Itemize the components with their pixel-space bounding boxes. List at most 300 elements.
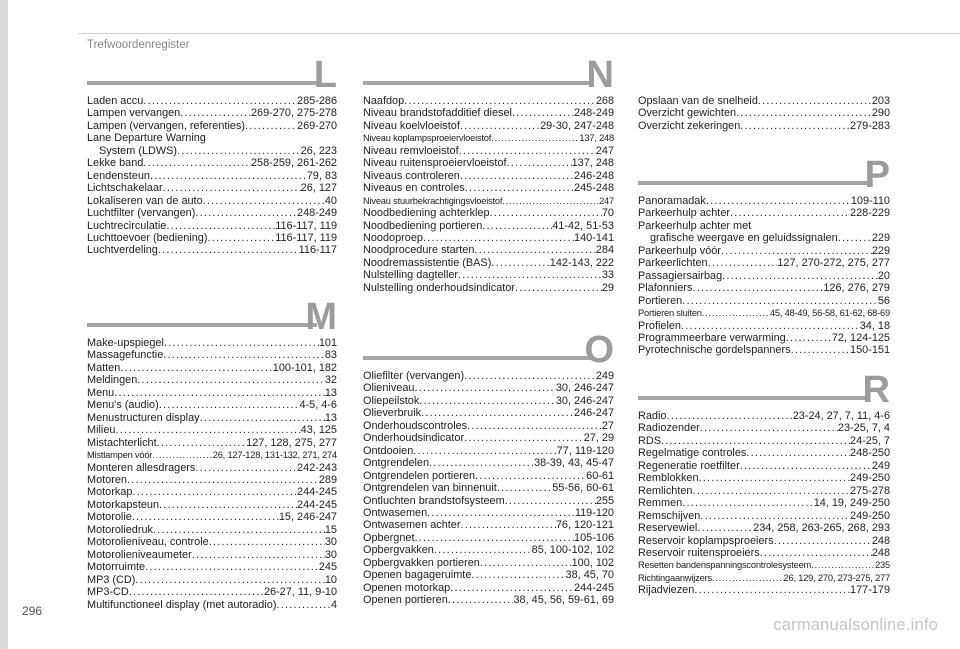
entry-term: Lampen (vervangen, referenties) xyxy=(87,119,245,132)
dot-leader xyxy=(512,107,574,119)
index-entry xyxy=(363,470,614,482)
index-entry xyxy=(87,195,337,207)
entry-pages: 244-245 xyxy=(574,581,614,594)
index-entry xyxy=(638,510,890,522)
dot-leader xyxy=(475,470,586,482)
entry-term: Portieren sluiten xyxy=(638,308,702,319)
entry-pages: 245 xyxy=(318,561,337,574)
index-entry xyxy=(87,232,337,244)
index-entry xyxy=(363,395,614,407)
index-entry xyxy=(638,472,890,484)
entry-pages: 248-250 xyxy=(850,447,890,460)
dot-leader xyxy=(203,195,325,207)
dot-leader xyxy=(706,195,851,207)
index-entry xyxy=(638,232,890,244)
index-entry xyxy=(363,482,614,494)
entry-pages: 127, 270-272, 275, 277 xyxy=(777,257,890,270)
entry-pages: 244-245 xyxy=(297,498,337,511)
entry-pages: 15, 246-247 xyxy=(278,511,337,524)
dot-leader xyxy=(740,120,850,132)
dot-leader xyxy=(811,559,875,571)
dot-leader xyxy=(700,422,838,434)
dot-leader xyxy=(721,245,872,257)
index-entry xyxy=(87,145,337,157)
dot-leader xyxy=(791,344,850,356)
index-entry xyxy=(363,182,614,194)
entry-term: Niveau stuurbekrachtigingsvloeistof xyxy=(363,195,503,206)
dot-leader xyxy=(506,157,571,169)
dot-leader xyxy=(163,349,325,361)
entry-pages: 258-259, 261-262 xyxy=(251,157,337,170)
index-entry xyxy=(638,245,890,257)
entry-term: Parkeerhulp achter met xyxy=(638,219,752,232)
entry-term: Naafdop xyxy=(363,95,405,107)
section-divider xyxy=(638,396,870,400)
entry-pages: 33 xyxy=(601,269,614,282)
entry-pages: 249 xyxy=(871,459,890,472)
dot-leader xyxy=(464,432,584,444)
entry-term: Niveau remvloeistof xyxy=(363,144,459,157)
page-header-title: Trefwoordenregister xyxy=(87,39,190,51)
index-entry xyxy=(638,307,890,319)
section-p xyxy=(638,155,890,357)
dot-leader xyxy=(132,511,279,523)
entry-pages: 100-101, 182 xyxy=(272,361,337,374)
dot-leader xyxy=(143,95,297,107)
entry-pages: 56 xyxy=(877,294,890,307)
header-rule xyxy=(78,33,960,34)
section-letter: L xyxy=(313,54,337,96)
entry-term: Radio xyxy=(638,410,667,422)
entry-pages: 284 xyxy=(595,244,614,257)
entry-term: Motorolieniveaumeter xyxy=(87,548,192,561)
index-entry xyxy=(363,407,614,419)
index-entry xyxy=(638,220,890,232)
dot-leader xyxy=(693,282,824,294)
entry-list-o-continued xyxy=(638,95,890,132)
dot-leader xyxy=(245,120,297,132)
section-letter: N xyxy=(586,54,614,96)
dot-leader xyxy=(429,457,534,469)
section-header-p xyxy=(638,155,890,195)
index-entry xyxy=(638,195,890,207)
entry-pages: 30, 246-247 xyxy=(555,394,614,407)
entry-pages: 289 xyxy=(318,473,337,486)
entry-pages: 77, 119-120 xyxy=(556,444,614,457)
entry-pages: 43, 125 xyxy=(300,424,337,437)
entry-pages: 34, 18 xyxy=(859,319,890,332)
dot-leader xyxy=(661,435,850,447)
entry-pages: 24-25, 7 xyxy=(850,434,890,447)
dot-leader xyxy=(157,437,247,449)
dot-leader xyxy=(114,387,325,399)
entry-term: Niveau brandstofadditief diesel xyxy=(363,107,512,120)
index-entry xyxy=(87,536,337,548)
entry-term: Lane Departure Warning xyxy=(87,132,206,145)
entry-term: Motorolie xyxy=(87,511,132,524)
entry-pages: 142-143, 222 xyxy=(549,256,614,269)
entry-term: MP3-CD xyxy=(87,586,129,599)
entry-pages: 244-245 xyxy=(297,486,337,499)
section-r xyxy=(638,370,890,597)
entry-pages: 290 xyxy=(871,107,890,120)
entry-pages: 13 xyxy=(324,386,337,399)
index-entry xyxy=(87,170,337,182)
section-l xyxy=(87,55,337,257)
index-entry xyxy=(87,182,337,194)
entry-term: Menustructuren display xyxy=(87,411,200,424)
dot-leader xyxy=(137,374,325,386)
index-entry xyxy=(363,232,614,244)
index-entry xyxy=(87,549,337,561)
index-entry xyxy=(638,584,890,596)
index-entry xyxy=(363,382,614,394)
entry-term: Opbergnet xyxy=(363,531,415,544)
index-entry xyxy=(363,594,614,606)
dot-leader xyxy=(152,449,213,461)
entry-pages: 29 xyxy=(601,281,614,294)
dot-leader xyxy=(414,382,555,394)
entry-term: Panoramadak xyxy=(638,195,706,207)
entry-term: Reservoir koplampsproeiers xyxy=(638,534,774,547)
section-letter: P xyxy=(864,154,890,196)
index-entry xyxy=(363,207,614,219)
entry-pages: 40 xyxy=(324,194,337,207)
entry-term: Niveaus en controles xyxy=(363,182,465,195)
entry-term: Lekke band xyxy=(87,157,144,170)
dot-leader xyxy=(434,544,532,556)
entry-pages: 26-27, 11, 9-10 xyxy=(263,586,337,599)
entry-term: Luchtfilter (vervangen) xyxy=(87,207,196,220)
entry-pages: 116-117, 119 xyxy=(275,219,337,232)
entry-term: Noodremassistentie (BAS) xyxy=(363,256,492,269)
entry-term: Reservoir ruitensproeiers xyxy=(638,546,760,559)
index-entry xyxy=(87,424,337,436)
index-entry xyxy=(87,337,337,349)
entry-term: Motorolieniveau, controle xyxy=(87,536,209,549)
entry-term: Niveaus controleren xyxy=(363,169,460,182)
entry-term: Overzicht zekeringen xyxy=(638,119,741,132)
entry-list-m xyxy=(87,337,337,611)
entry-pages: 127, 128, 275, 277 xyxy=(246,436,337,449)
dot-leader xyxy=(448,594,514,606)
entry-pages: 38, 45, 70 xyxy=(565,569,614,582)
section-n xyxy=(363,55,614,294)
entry-term: Niveau koelvloeistof xyxy=(363,119,460,132)
entry-pages: 248 xyxy=(871,546,890,559)
entry-term: Ontluchten brandstofsysteem xyxy=(363,494,505,507)
index-entry xyxy=(638,270,890,282)
dot-leader xyxy=(694,584,850,596)
index-entry xyxy=(363,544,614,556)
index-entry xyxy=(87,561,337,573)
section-divider xyxy=(363,81,594,85)
entry-term: Oliefilter (vervangen) xyxy=(363,370,465,382)
dot-leader xyxy=(115,424,300,436)
entry-term: Mistlampen vóór xyxy=(87,450,153,461)
entry-pages: 38-39, 43, 45-47 xyxy=(534,457,614,470)
entry-pages: 248 xyxy=(871,534,890,547)
entry-term: Luchtrecirculatie xyxy=(87,219,167,232)
dot-leader xyxy=(708,257,778,269)
section-o-continued xyxy=(638,95,890,132)
entry-term: System (LDWS) xyxy=(99,144,178,157)
index-entry xyxy=(363,195,614,207)
index-entry xyxy=(87,132,337,144)
entry-term: Reservewiel xyxy=(638,522,698,535)
index-entry xyxy=(638,344,890,356)
dot-leader xyxy=(135,574,324,586)
entry-pages: 119-120 xyxy=(574,506,614,519)
entry-pages: 45, 48-49, 56-58, 61-62, 68-69 xyxy=(769,308,890,319)
dot-leader xyxy=(682,295,878,307)
dot-leader xyxy=(414,532,574,544)
dot-leader xyxy=(758,95,872,107)
section-o xyxy=(363,330,614,607)
entry-pages: 26, 129, 270, 273-275, 277 xyxy=(783,572,890,583)
index-entry xyxy=(363,582,614,594)
entry-term: Programmeerbare verwarming xyxy=(638,331,786,344)
entry-term: Motoroliedruk xyxy=(87,523,153,536)
index-entry xyxy=(87,157,337,169)
entry-pages: 27 xyxy=(601,419,614,432)
entry-term: Ontdooien xyxy=(363,444,414,457)
dot-leader xyxy=(666,410,792,422)
entry-term: Ontgrendelen xyxy=(363,457,429,470)
entry-term: Parkeerhulp vóór xyxy=(638,244,721,257)
entry-term: Radiozender xyxy=(638,422,700,435)
entry-pages: 26, 223 xyxy=(300,144,337,157)
dot-leader xyxy=(702,307,770,319)
index-entry xyxy=(363,257,614,269)
index-entry xyxy=(363,457,614,469)
entry-term: Openen bagageruimte xyxy=(363,569,472,582)
entry-pages: 30, 246-247 xyxy=(555,382,614,395)
entry-pages: 14, 19, 249-250 xyxy=(813,497,890,510)
index-entry xyxy=(87,412,337,424)
index-entry xyxy=(363,107,614,119)
dot-leader xyxy=(163,182,301,194)
entry-list-l xyxy=(87,95,337,257)
dot-leader xyxy=(460,120,540,132)
entry-term: Motoren xyxy=(87,473,127,486)
entry-term: Portieren xyxy=(638,294,683,307)
dot-leader xyxy=(692,485,850,497)
entry-pages: 41-42, 51-53 xyxy=(552,219,614,232)
section-letter: R xyxy=(862,369,890,411)
dot-leader xyxy=(458,269,602,281)
index-entry xyxy=(363,519,614,531)
entry-pages: 100, 102 xyxy=(571,556,614,569)
entry-term: Mistachterlicht xyxy=(87,436,157,449)
entry-term: Noodbediening portieren xyxy=(363,219,483,232)
entry-pages: 150-151 xyxy=(850,344,890,357)
index-entry xyxy=(638,497,890,509)
dot-leader xyxy=(166,220,275,232)
index-entry xyxy=(638,282,890,294)
page-number: 296 xyxy=(22,604,43,618)
index-entry xyxy=(638,435,890,447)
section-letter: M xyxy=(305,296,337,338)
index-entry xyxy=(363,557,614,569)
dot-leader xyxy=(192,549,325,561)
dot-leader xyxy=(464,370,596,382)
dot-leader xyxy=(276,599,330,611)
section-m xyxy=(87,297,337,611)
index-entry xyxy=(87,207,337,219)
dot-leader xyxy=(150,170,307,182)
entry-term: Lendensteun xyxy=(87,169,150,182)
dot-leader xyxy=(697,522,753,534)
entry-pages: 116-117 xyxy=(298,244,337,257)
entry-pages: 275-278 xyxy=(850,484,890,497)
dot-leader xyxy=(129,586,264,598)
index-entry xyxy=(638,559,890,571)
dot-leader xyxy=(760,547,872,559)
dot-leader xyxy=(404,95,596,107)
index-entry xyxy=(638,422,890,434)
index-entry xyxy=(638,120,890,132)
entry-pages: 126, 276, 279 xyxy=(823,282,890,295)
entry-pages: 20 xyxy=(877,269,890,282)
entry-term: Plafonniers xyxy=(638,282,693,295)
dot-leader xyxy=(838,232,872,244)
section-letter: O xyxy=(584,329,614,371)
entry-list-r xyxy=(638,410,890,597)
dot-leader xyxy=(132,486,297,498)
entry-pages: 268 xyxy=(595,95,614,107)
dot-leader xyxy=(177,145,301,157)
index-entry xyxy=(87,474,337,486)
dot-leader xyxy=(195,207,297,219)
entry-term: Profielen xyxy=(638,319,681,332)
entry-pages: 101 xyxy=(318,337,337,349)
index-entry xyxy=(87,399,337,411)
index-entry xyxy=(87,220,337,232)
dot-leader xyxy=(699,472,850,484)
entry-term: Niveau ruitensproeiervloeistof xyxy=(363,157,507,170)
entry-pages: 116-117, 119 xyxy=(275,231,337,244)
entry-term: Motorruimte xyxy=(87,561,146,574)
entry-pages: 30 xyxy=(324,548,337,561)
index-entry xyxy=(363,157,614,169)
entry-pages: 109-110 xyxy=(850,195,890,207)
entry-pages: 85, 100-102, 102 xyxy=(531,544,614,557)
index-entry xyxy=(638,410,890,422)
index-entry xyxy=(638,447,890,459)
entry-list-p xyxy=(638,195,890,357)
section-header-l xyxy=(87,55,337,95)
entry-pages: 26, 127-128, 131-132, 271, 274 xyxy=(212,450,337,461)
entry-list-o xyxy=(363,370,614,607)
section-divider xyxy=(87,81,317,85)
entry-pages: 246-247 xyxy=(574,407,614,420)
entry-term: Ontgrendelen portieren xyxy=(363,469,476,482)
index-entry xyxy=(638,295,890,307)
entry-pages: 140-141 xyxy=(574,231,614,244)
dot-leader xyxy=(207,232,275,244)
index-entry xyxy=(87,486,337,498)
entry-term: Passagiersairbag xyxy=(638,269,723,282)
entry-term: Lampen vervangen xyxy=(87,107,181,120)
dot-leader xyxy=(515,282,602,294)
entry-term: Parkeerlichten xyxy=(638,257,708,270)
entry-pages: 70 xyxy=(601,207,614,220)
dot-leader xyxy=(143,157,251,169)
entry-pages: 26, 127 xyxy=(300,182,337,195)
entry-pages: 242-243 xyxy=(297,461,337,474)
index-entry xyxy=(87,244,337,256)
section-divider xyxy=(638,181,870,185)
entry-term: Remmen xyxy=(638,497,683,510)
dot-leader xyxy=(682,497,814,509)
entry-pages: 27, 29 xyxy=(583,432,614,445)
index-entry xyxy=(87,387,337,399)
dot-leader xyxy=(474,244,595,256)
dot-leader xyxy=(459,145,596,157)
entry-term: Massagefunctie xyxy=(87,349,164,362)
dot-leader xyxy=(774,535,872,547)
dot-leader xyxy=(413,445,556,457)
entry-list-n xyxy=(363,95,614,294)
entry-term: Lichtschakelaar xyxy=(87,182,163,195)
entry-pages: 247 xyxy=(595,144,614,157)
entry-term: Motorkap xyxy=(87,486,133,499)
entry-term: Monteren allesdragers xyxy=(87,461,196,474)
entry-term: Rijadviezen xyxy=(638,584,695,597)
dot-leader xyxy=(158,244,299,256)
index-entry xyxy=(638,535,890,547)
dot-leader xyxy=(491,132,579,144)
entry-pages: 76, 120-121 xyxy=(555,519,614,532)
index-entry xyxy=(638,547,890,559)
entry-pages: 245-248 xyxy=(574,182,614,195)
dot-leader xyxy=(450,582,574,594)
dot-leader xyxy=(736,107,872,119)
page-edge-strip xyxy=(0,0,8,649)
dot-leader xyxy=(471,569,565,581)
entry-term: Olieverbruik xyxy=(363,407,422,420)
index-entry xyxy=(363,507,614,519)
entry-term: Onderhoudsindicator xyxy=(363,432,465,445)
entry-pages: 177-179 xyxy=(850,584,890,597)
entry-term: Onderhoudscontroles xyxy=(363,419,468,432)
dot-leader xyxy=(505,495,596,507)
index-entry xyxy=(87,574,337,586)
entry-term: Ontgrendelen van binnenuit xyxy=(363,482,497,495)
entry-term: Regeneratie roetfilter xyxy=(638,459,740,472)
entry-term: Richtingaanwijzers xyxy=(638,572,712,583)
entry-term: Overzicht gewichten xyxy=(638,107,737,120)
index-entry xyxy=(363,370,614,382)
dot-leader xyxy=(164,337,319,349)
entry-pages: 269-270 xyxy=(297,119,337,132)
entry-pages: 247 xyxy=(599,195,614,206)
entry-pages: 248-249 xyxy=(297,207,337,220)
dot-leader xyxy=(200,412,325,424)
entry-pages: 269-270, 275-278 xyxy=(251,107,337,120)
dot-leader xyxy=(502,195,599,207)
index-entry xyxy=(638,95,890,107)
entry-term: Luchttoevoer (bediening) xyxy=(87,231,208,244)
dot-leader xyxy=(423,232,574,244)
index-entry xyxy=(87,511,337,523)
index-entry xyxy=(363,244,614,256)
dot-leader xyxy=(195,462,297,474)
index-entry xyxy=(638,320,890,332)
dot-leader xyxy=(159,499,297,511)
index-entry xyxy=(363,432,614,444)
